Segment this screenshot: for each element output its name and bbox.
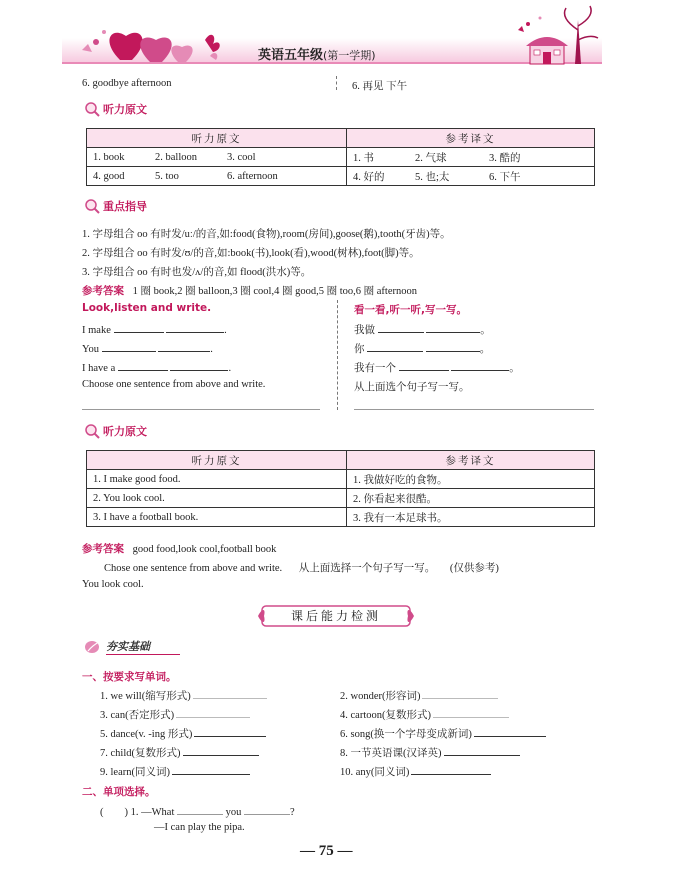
cell: 5. too [155,170,179,182]
cell: 5. 也;太 [415,171,450,183]
blank-field[interactable] [444,745,520,756]
section-title: 听力原文 [103,425,147,438]
col-header-left: 听力原文 [87,129,347,148]
cell: 2. 你看起来很酷。 [347,489,595,508]
blank-field[interactable] [166,322,224,333]
write-line: 我做 。 [354,322,491,337]
banner-title: 课后能力检测 [290,609,381,623]
answer-note: (仅供参考) [449,563,499,574]
prompt: 你 [354,344,365,355]
write-line: 你 。 [354,341,490,356]
exercise-item [340,688,498,703]
blank-field[interactable] [170,360,228,371]
listening-table-2 [86,450,595,527]
prompt: 10. any(同义词) [340,767,410,778]
blank-field[interactable] [114,322,164,333]
write-line: You . [82,341,213,355]
look-title-cn: 看一看,听一听,写一写。 [354,304,467,316]
part1-title: 一、按要求写单词。 [82,671,177,683]
header-title [258,44,376,63]
page-number: — 75 — [300,843,353,859]
answer-text: 1 圈 book,2 圈 balloon,3 圈 cool,4 圈 good,5 圈 too,6 圈 afternoon [132,286,417,297]
answer-line-2 [82,541,276,556]
section-listening-2 [84,423,147,439]
blank-field[interactable] [474,726,546,737]
answer-en: Chose one sentence from above and write. [104,563,283,574]
prompt: 4. cartoon(复数形式) [340,710,431,721]
basics-heading [84,638,180,655]
exercise-item [100,745,259,760]
question-text: you [225,807,242,818]
prompt: 7. child(复数形式) [100,748,181,759]
answer-text: good food,look cool,football book [132,544,277,555]
cell: 1. 我做好吃的食物。 [347,470,595,489]
header-title-main: 英语五年级 [258,48,324,63]
divider [336,76,337,90]
write-rule[interactable] [354,409,594,410]
guidance-line-3: 3. 字母组合 oo 有时也发/ʌ/的音,如 flood(洪水)等。 [82,267,312,278]
section-guidance [84,198,147,214]
prompt: I have a [82,363,116,374]
answer-cn: 从上面选择一个句子写一写。 [298,563,436,574]
blank-field[interactable] [172,764,250,775]
prompt: 5. dance(v. -ing 形式) [100,729,193,740]
blank-field[interactable] [367,341,423,352]
exercise-item [100,707,250,722]
write-rule[interactable] [82,409,320,410]
cell: 2. balloon [155,151,197,163]
col-header-right: 参考译文 [347,129,595,148]
cell: 4. good [93,170,125,182]
part2-title: 二、单项选择。 [82,786,156,798]
write-line: 从上面选个句子写一写。 [354,382,470,393]
cell: 3. 我有一本足球书。 [347,508,595,527]
cell: 4. 好的 [353,171,385,183]
blank-field[interactable] [193,688,267,699]
prompt: You [82,344,100,355]
cell: 1. book [93,151,125,163]
top-row-right: 6. 再见 下午 [352,81,408,92]
blank-field[interactable] [451,360,509,371]
blank-field[interactable] [411,764,491,775]
blank-field[interactable] [426,341,480,352]
blank-field[interactable] [194,726,266,737]
question-text: 1. —What [130,807,175,818]
cell: 3. I have a football book. [87,508,347,527]
top-row-left: 6. goodbye afternoon [82,78,172,89]
banner [256,604,416,628]
blank-field[interactable] [426,322,480,333]
blank-field[interactable] [399,360,449,371]
blank-field[interactable] [422,688,498,699]
magnifier-icon [84,101,100,117]
prompt: 6. song(换一个字母变成新词) [340,729,472,740]
cell: 3. 酷的 [489,152,521,164]
mc-question-1 [100,804,295,818]
exercise-item [340,726,546,741]
prompt: 2. wonder(形容词) [340,691,421,702]
prompt: 9. learn(同义词) [100,767,170,778]
prompt: 1. we will(缩写形式) [100,691,191,702]
header-term: (第一学期) [323,49,376,62]
blank-field[interactable] [118,360,168,371]
listening-table-1 [86,128,595,186]
prompt: 我有一个 [354,363,396,374]
write-line: Choose one sentence from above and write. [82,379,266,390]
look-title-en: Look,listen and write. [82,302,212,314]
table-row [87,167,595,186]
cell: 1. I make good food. [87,470,347,489]
cell: 1. 书 [353,152,374,164]
section-title: 听力原文 [103,103,147,116]
blank-field[interactable] [183,745,259,756]
blank-field[interactable] [177,804,223,815]
table-row [87,489,595,508]
guidance-line-1: 1. 字母组合 oo 有时发/uː/的音,如:food(食物),room(房间),goose(鹅),tooth(牙齿)等。 [82,229,451,240]
table-row [87,508,595,527]
exercise-item [100,688,267,703]
write-line: 我有一个 。 [354,360,520,375]
question-mark: ? [290,807,295,818]
mc-answer-1: —I can play the pipa. [154,822,245,833]
col-header-right: 参考译文 [347,451,595,470]
answer-label: 参考答案 [82,543,124,555]
blank-field[interactable] [158,341,210,352]
section-listening-1 [84,101,147,117]
answer-line-3 [104,560,604,575]
cell: 2. You look cool. [87,489,347,508]
prompt: 我做 [354,325,375,336]
prompt: 8. 一节英语课(汉译英) [340,748,442,759]
write-line: I have a . [82,360,231,374]
answer-line-1 [82,283,417,298]
basics-title: 夯实基础 [106,638,180,655]
guidance-line-2: 2. 字母组合 oo 有时发/ʊ/的音,如:book(书),look(看),wood(树林),foot(脚)等。 [82,248,420,259]
magnifier-icon [84,423,100,439]
exercise-item [100,726,266,741]
blank-field[interactable] [378,322,424,333]
cell: 6. afternoon [227,170,278,182]
table-row [87,470,595,489]
exercise-item [100,764,250,779]
table-row [87,148,595,167]
divider [337,300,338,410]
blank-field[interactable] [102,341,156,352]
blank-field[interactable] [433,707,509,718]
section-title: 重点指导 [103,200,147,213]
cell: 3. cool [227,151,256,163]
exercise-item [340,764,491,779]
answer-line-4: You look cool. [82,579,144,590]
exercise-item [340,707,509,722]
write-line: I make . [82,322,227,336]
magnifier-icon [84,198,100,214]
answer-label: 参考答案 [82,285,124,297]
prompt: I make [82,325,111,336]
blank-field[interactable] [176,707,250,718]
prompt: 3. can(否定形式) [100,710,175,721]
leaf-icon [84,639,102,655]
cell: 2. 气球 [415,152,447,164]
cell: 6. 下午 [489,171,521,183]
blank-field[interactable] [244,804,290,815]
answer-paren[interactable]: ( ) [100,807,128,818]
exercise-item [340,745,520,760]
col-header-left: 听力原文 [87,451,347,470]
